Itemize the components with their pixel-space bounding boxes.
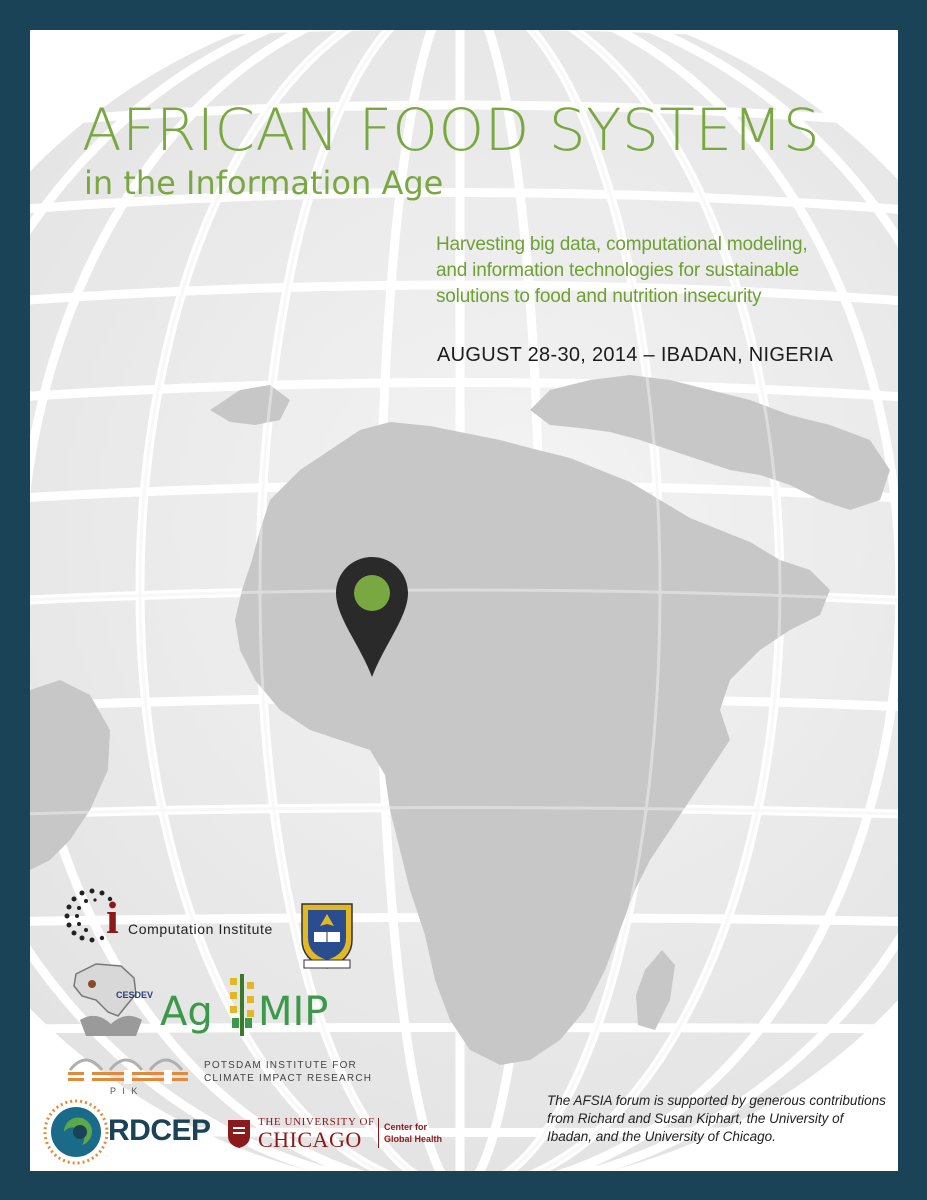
agmip-logo bbox=[160, 968, 340, 1038]
event-date-location: AUGUST 28-30, 2014 – IBADAN, NIGERIA bbox=[437, 344, 834, 366]
wheat-icon bbox=[222, 968, 262, 1038]
uchicago-line2: CHICAGO bbox=[258, 1127, 362, 1152]
cesdev-logo bbox=[66, 960, 156, 1040]
rdcep-logo bbox=[42, 1098, 242, 1168]
credit-line: from Richard and Susan Kiphart, the University of bbox=[547, 1111, 844, 1126]
pik-arches-icon bbox=[66, 1048, 190, 1084]
location-pin-icon bbox=[334, 555, 410, 679]
cgh-line1: Center for bbox=[384, 1122, 428, 1132]
uchicago-line1: THE UNIVERSITY OF bbox=[258, 1116, 375, 1128]
page-subtitle: in the Information Age bbox=[84, 164, 444, 202]
ci-letter: i bbox=[106, 892, 119, 943]
rdcep-emblem-icon bbox=[42, 1098, 110, 1166]
pik-abbr: P I K bbox=[110, 1086, 140, 1096]
sponsor-credit bbox=[547, 1092, 892, 1146]
tagline-line: and information technologies for sustainable bbox=[436, 260, 799, 281]
tagline bbox=[436, 232, 876, 310]
poster bbox=[30, 30, 898, 1171]
uchicago-divider bbox=[378, 1118, 379, 1148]
agmip-ag: Ag bbox=[160, 989, 213, 1035]
tagline-line: solutions to food and nutrition insecurity bbox=[436, 286, 762, 307]
cgh-line2: Global Health bbox=[384, 1134, 443, 1144]
university-of-ibadan-crest-icon bbox=[298, 900, 356, 972]
agmip-mip: MIP bbox=[258, 989, 329, 1035]
pik-name-line1: POTSDAM INSTITUTE FOR bbox=[204, 1060, 357, 1071]
computation-institute-logo bbox=[62, 885, 292, 945]
credit-line: The AFSIA forum is supported by generous contributions bbox=[547, 1093, 886, 1108]
page-title: AFRICAN FOOD SYSTEMS bbox=[82, 96, 821, 164]
uchicago-logo bbox=[226, 1114, 486, 1158]
cesdev-label: CESDEV bbox=[116, 990, 154, 1000]
rdcep-label: RDCEP bbox=[108, 1114, 211, 1147]
pik-name-line2: CLIMATE IMPACT RESEARCH bbox=[204, 1073, 373, 1084]
uchicago-shield-icon bbox=[226, 1118, 252, 1150]
pik-logo bbox=[66, 1048, 386, 1098]
cesdev-emblem-icon bbox=[66, 960, 156, 1040]
credit-line: Ibadan, and the University of Chicago. bbox=[547, 1129, 776, 1144]
ci-name: Computation Institute bbox=[128, 921, 273, 937]
tagline-line: Harvesting big data, computational modeling, bbox=[436, 234, 808, 255]
